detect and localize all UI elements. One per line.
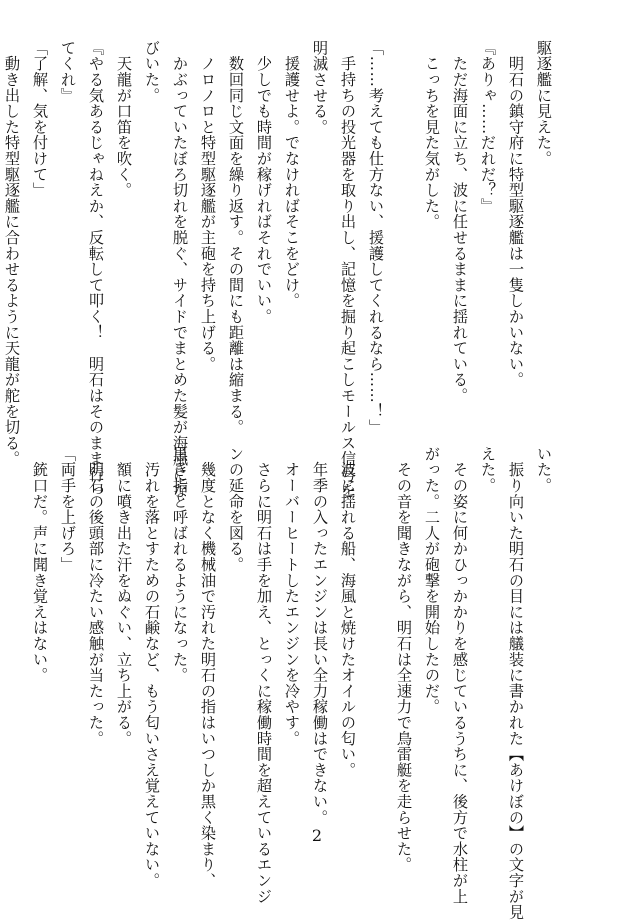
text-line: かぶっていたぼろ切れを脱ぐ、サイドでまとめた髪が海風にな [171,40,189,499]
text-line: 波に揺れる船、海風と焼けたオイルの匂い。 [339,446,357,778]
text-line: えた。 [479,446,497,494]
text-line: いた。 [535,446,553,494]
text-line [390,40,418,412]
text-line: 手持ちの投光器を取り出し、記憶を掘り起こしモールス信号を [339,40,357,499]
text-line: 汚れを落とすための石鹸など、もう匂いさえ覚えていない。 [143,446,161,889]
text-line: 援護せよ。でなければそこをどけ。 [283,40,301,309]
text-line: てくれ』 [59,40,77,104]
text-line: がった。二人が砲撃を開始したのだ。 [423,446,441,715]
text-line: 数回同じ文面を繰り返す。その間にも距離は縮まる。 [227,40,245,435]
text-line: 『やる気あるじゃねえか、反転して叩く！ 明石はそのまま行っ [87,40,105,499]
text-line: ンの延命を図る。 [227,446,245,573]
text-line: 明石の後頭部に冷たい感触が当たった。 [87,446,105,747]
text-line: 天龍が口笛を吹く。 [115,40,133,198]
text-line: びいた。 [143,40,161,104]
text-line: 明石の鎮守府に特型駆逐艦は一隻しかいない。 [507,40,525,388]
text-line: 「……考えても仕方ない、援護してくれるなら……！」 [367,40,385,435]
text-line: 額に噴き出た汗をぬぐい、立ち上がる。 [115,446,133,747]
text-line: こっちを見た気がした。 [423,40,441,230]
text-line: 振り向いた明石の目には艤装に書かれた【あけぼの】の文字が見 [507,446,525,920]
text-line: ただ海面に立ち、波に任せるままに揺れている。 [451,40,469,404]
text-line: 動き出した特型駆逐艦に合わせるように天龍が舵を切る。 [3,40,21,467]
text-line: 年季の入ったエンジンは長い全力稼働はできない。 [311,446,329,826]
text-line: その音を聞きながら、明石は全速力で鳥雷艇を走らせた。 [395,446,413,873]
text-line: 「了解、気を付けて」 [31,40,49,198]
text-line: 銃口だ。声に聞き覚えはない。 [31,446,49,683]
text-line: ノロノロと特型駆逐艦が主砲を持ち上げる。 [199,40,217,372]
upper-text-block [0,40,558,499]
text-line: 駆逐艦に見えた。 [535,40,553,167]
page-number: 2 [311,826,323,845]
text-line [362,446,390,824]
text-line: 「両手を上げろ」 [59,446,77,573]
text-line: 『ありゃ……だれだ？』 [479,40,497,214]
text-line: さらに明石は手を加え、とっくに稼働時間を超えているエンジ [255,446,273,905]
text-line: 幾度となく機械油で汚れた明石の指はいつしか黒く染まり、 [199,446,217,889]
text-line: 少しでも時間が稼げればそれでいい。 [255,40,273,325]
text-line: 黒き指と呼ばれるようになった。 [171,446,189,683]
text-line: 明滅させる。 [311,40,329,135]
text-line: オーバーヒートしたエンジンを冷やす。 [283,446,301,747]
text-line: その姿に何かひっかかりを感じているうちに、後方で水柱が上 [451,446,469,905]
lower-text-block [26,446,558,920]
